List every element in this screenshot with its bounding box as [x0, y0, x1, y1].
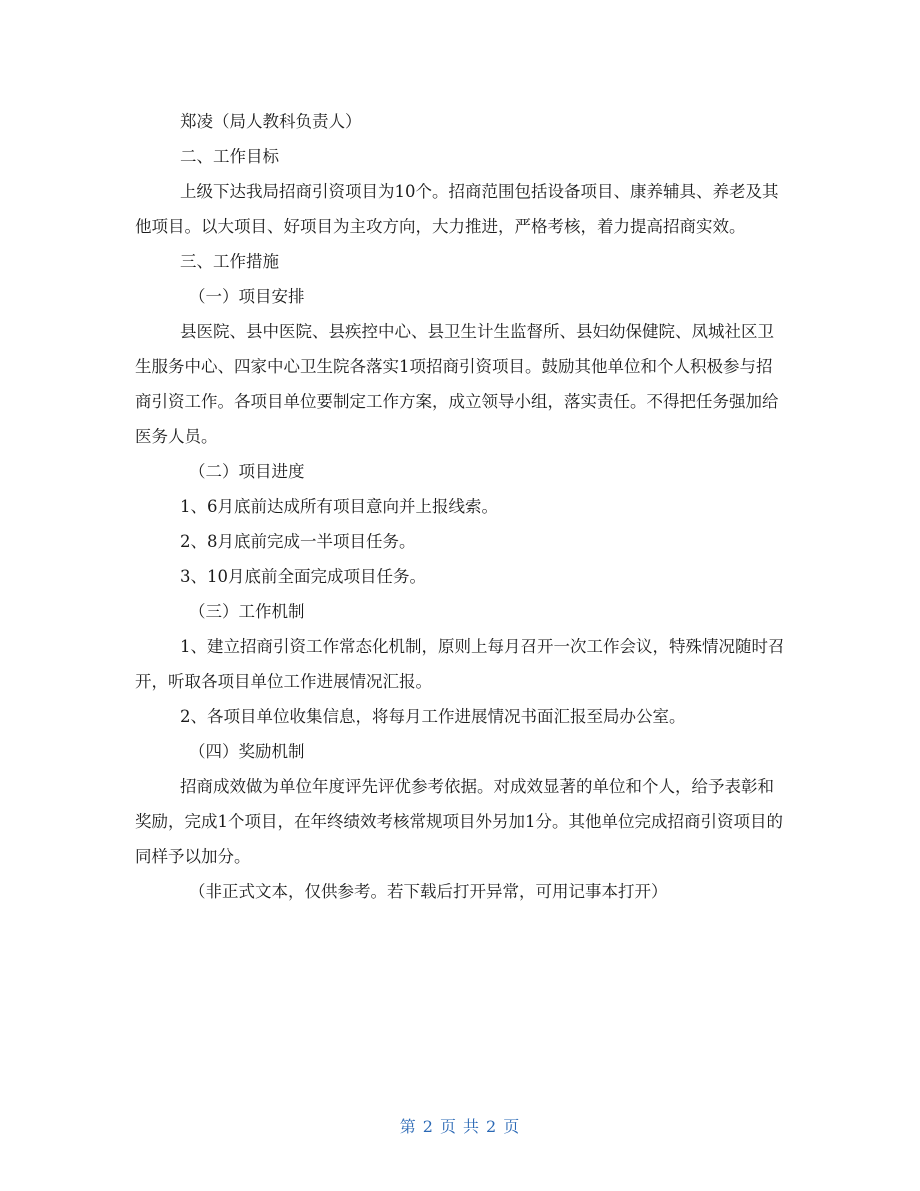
- footer-prefix: 第: [399, 1117, 417, 1136]
- list-item-progress-3: 3、10月底前全面完成项目任务。: [180, 567, 426, 586]
- footer-middle: 页 共: [439, 1117, 481, 1136]
- document-body: [135, 104, 787, 909]
- list-item-mechanism-2: 2、各项目单位收集信息，将每月工作进展情况书面汇报至局办公室。: [180, 707, 686, 726]
- heading-work-goals: 二、工作目标: [180, 147, 279, 166]
- page-footer: [0, 1114, 920, 1137]
- paragraph-project-arrangement: 县医院、县中医院、县疾控中心、县卫生计生监督所、县妇幼保健院、凤城社区卫生服务中心、四家中心卫生院各落实1项招商引资项目。鼓励其他单位和个人积极参与招商引资工作。各项目单位要制定工作方案，成立领导小组，落实责任。不得把任务强加给医务人员。: [135, 322, 779, 446]
- subheading-reward-mechanism: （四）奖励机制: [189, 742, 305, 761]
- paragraph-disclaimer: （非正式文本，仅供参考。若下载后打开异常，可用记事本打开）: [189, 882, 668, 901]
- paragraph-contact: 郑凌（局人教科负责人）: [180, 112, 362, 131]
- list-item-progress-2: 2、8月底前完成一半项目任务。: [180, 532, 416, 551]
- paragraph-reward-mechanism: 招商成效做为单位年度评先评优参考依据。对成效显著的单位和个人，给予表彰和奖励，完成1个项目，在年终绩效考核常规项目外另加1分。其他单位完成招商引资项目的同样予以加分。: [135, 777, 783, 866]
- footer-total-pages: 2: [486, 1117, 498, 1136]
- list-item-mechanism-1: 1、建立招商引资工作常态化机制，原则上每月召开一次工作会议，特殊情况随时召开，听取各项目单位工作进展情况汇报。: [135, 637, 785, 691]
- footer-current-page: 2: [422, 1117, 434, 1136]
- heading-work-measures: 三、工作措施: [180, 252, 279, 271]
- subheading-project-progress: （二）项目进度: [189, 462, 305, 481]
- subheading-project-arrangement: （一）项目安排: [189, 287, 305, 306]
- footer-suffix: 页: [503, 1117, 521, 1136]
- subheading-work-mechanism: （三）工作机制: [189, 602, 305, 621]
- list-item-progress-1: 1、6月底前达成所有项目意向并上报线索。: [180, 497, 498, 516]
- paragraph-goals: 上级下达我局招商引资项目为10个。招商范围包括设备项目、康养辅具、养老及其他项目。以大项目、好项目为主攻方向，大力推进，严格考核，着力提高招商实效。: [135, 182, 779, 236]
